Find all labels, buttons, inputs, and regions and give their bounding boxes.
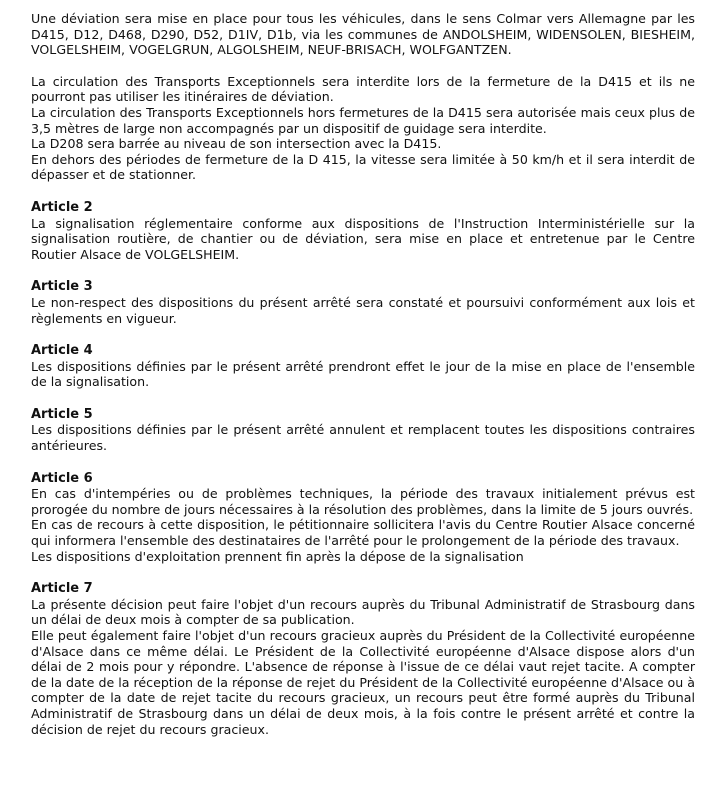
- transport-width-paragraph: La circulation des Transports Exceptionnels hors fermetures de la D415 sera autorisée mais ceux plus de 3,5 mètres de large non accompagnés par un dispositif de guidage sera interdite.: [31, 104, 695, 136]
- article-title: Article 7: [31, 581, 93, 597]
- article-7: [31, 581, 695, 737]
- spacer: [31, 183, 695, 200]
- article-paragraph: La présente décision peut faire l'objet d'un recours auprès du Tribunal Administratif de Strasbourg dans un délai de deux mois à compter de sa publication.: [31, 596, 695, 628]
- article-6: [31, 471, 695, 565]
- article-paragraph: En cas d'intempéries ou de problèmes techniques, la période des travaux initialement prévus est prorogée du nombre de jours nécessaires à la résolution des problèmes, dans la limite de 5 jours ouvrés.: [31, 486, 695, 517]
- article-3: [31, 279, 695, 326]
- article-2: [31, 200, 695, 262]
- article-title: Article 3: [31, 279, 93, 295]
- speed-limit-paragraph: En dehors des périodes de fermeture de la D 415, la vitesse sera limitée à 50 km/h et il sera interdit de dépasser et de stationner.: [31, 151, 695, 183]
- spacer: [31, 58, 695, 74]
- spacer: [31, 326, 695, 343]
- article-4: [31, 343, 695, 390]
- article-paragraph: Les dispositions définies par le présent arrêté annulent et remplacent toutes les dispositions contraires antérieures.: [31, 422, 695, 454]
- spacer: [31, 262, 695, 279]
- article-paragraph: En cas de recours à cette disposition, le pétitionnaire sollicitera l'avis du Centre Routier Alsace concerné qui informera l'ensemble des destinataires de l'arrêté pour le prolongement de la période des travaux.: [31, 517, 695, 549]
- transport-ban-paragraph: La circulation des Transports Exceptionnels sera interdite lors de la fermeture de la D415 et ils ne pourront pas utiliser les itinéraires de déviation.: [31, 73, 695, 105]
- article-5: [31, 407, 695, 454]
- article-title: Article 5: [31, 406, 93, 422]
- spacer: [31, 564, 695, 581]
- article-paragraph: La signalisation réglementaire conforme aux dispositions de l'Instruction Interministérielle sur la signalisation routière, de chantier ou de déviation, sera mise en place et entretenue par le Centre Routier Alsace de VOLGELSHEIM.: [31, 215, 695, 262]
- article-title: Article 4: [31, 343, 93, 359]
- article-paragraph: Le non-respect des dispositions du présent arrêté sera constaté et poursuivi conformément aux lois et règlements en vigueur.: [31, 294, 695, 326]
- article-title: Article 2: [31, 199, 93, 215]
- deviation-paragraph: Une déviation sera mise en place pour tous les véhicules, dans le sens Colmar vers Allemagne par les D415, D12, D468, D290, D52, D1IV, D1b, via les communes de ANDOLSHEIM, WIDENSOLEN, BIESHEIM, VOLGELSHEIM, VOGELGRUN, ALGOLSHEIM, NEUF-BRISACH, WOLFGANTZEN.: [31, 11, 695, 58]
- article-title: Article 6: [31, 470, 93, 486]
- article-paragraph: Les dispositions définies par le présent arrêté prendront effet le jour de la mise en place de l'ensemble de la signalisation.: [31, 358, 695, 390]
- spacer: [31, 454, 695, 471]
- article-paragraph: Les dispositions d'exploitation prennent fin après la dépose de la signalisation: [31, 548, 524, 564]
- spacer: [31, 390, 695, 407]
- d208-closure-paragraph: La D208 sera barrée au niveau de son intersection avec la D415.: [31, 136, 442, 152]
- article-paragraph: Elle peut également faire l'objet d'un recours gracieux auprès du Président de la Collectivité européenne d'Alsace dans ce même délai. Le Président de la Collectivité européenne d'Alsace dispose alors d'un délai de 2 mois pour y répondre. L'absence de réponse à l'issue de ce délai vaut rejet tacite. A compter de la date de la réception de la réponse de rejet du Président de la Collectivité européenne d'Alsace ou à compter de la date de rejet tacite du recours gracieux, un recours peut être formé auprès du Tribunal Administratif de Strasbourg dans un délai de deux mois, à la fois contre le présent arrêté et contre la décision de rejet du recours gracieux.: [31, 628, 695, 737]
